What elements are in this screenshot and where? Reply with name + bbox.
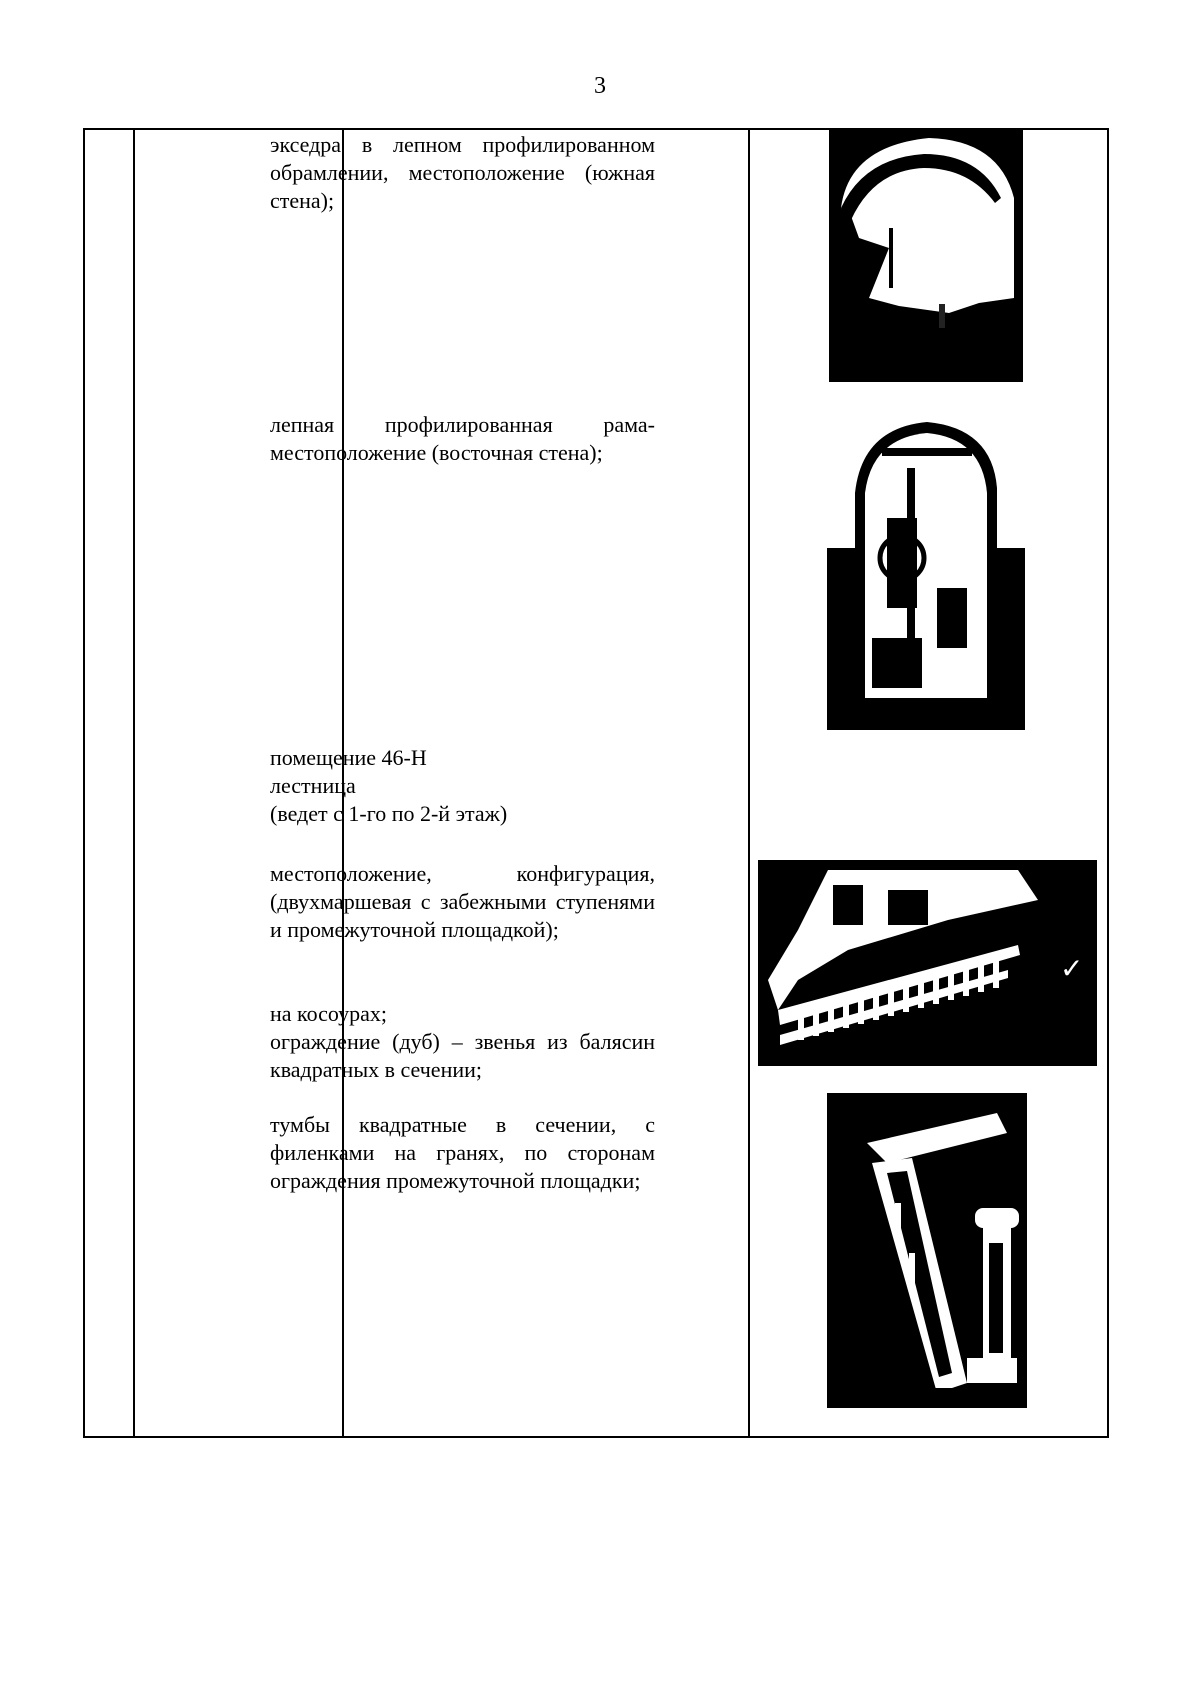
stringers-text: на косоурах; [270, 1001, 387, 1026]
newel-post-photo [827, 1093, 1027, 1408]
exedra-photo [829, 128, 1023, 382]
column-divider-3 [748, 130, 750, 1436]
page-number: 3 [594, 73, 606, 99]
arched-frame-photo [827, 408, 1025, 730]
room-subtitle: лестница [270, 773, 356, 798]
railing-text: ограждение (дуб) – звенья из балясин квадратных в сечении; [270, 1029, 655, 1082]
entry-exedra: экседра в лепном профилированном обрамлении, местоположение (южная стена); [270, 132, 655, 213]
room-note: (ведет с 1-го по 2-й этаж) [270, 801, 508, 826]
room-title: помещение 46-Н [270, 745, 427, 770]
entry-newels: тумбы квадратные в сечении, с филенками на гранях, по сторонам ограждения промежуточной площадки; [270, 1112, 655, 1193]
staircase-railing-photo [758, 860, 1097, 1066]
entry-room-46n [270, 744, 655, 828]
column-divider-1 [133, 130, 135, 1436]
checkmark-annotation: ✓ [1060, 952, 1084, 985]
entry-stair-config: местоположение, конфигурация, (двухмаршевая с забежными ступенями и промежуточной площадкой); [270, 861, 655, 942]
entry-frame: лепная профилированная рама-местоположение (восточная стена); [270, 412, 655, 465]
entry-stringers-railing [270, 1000, 655, 1084]
